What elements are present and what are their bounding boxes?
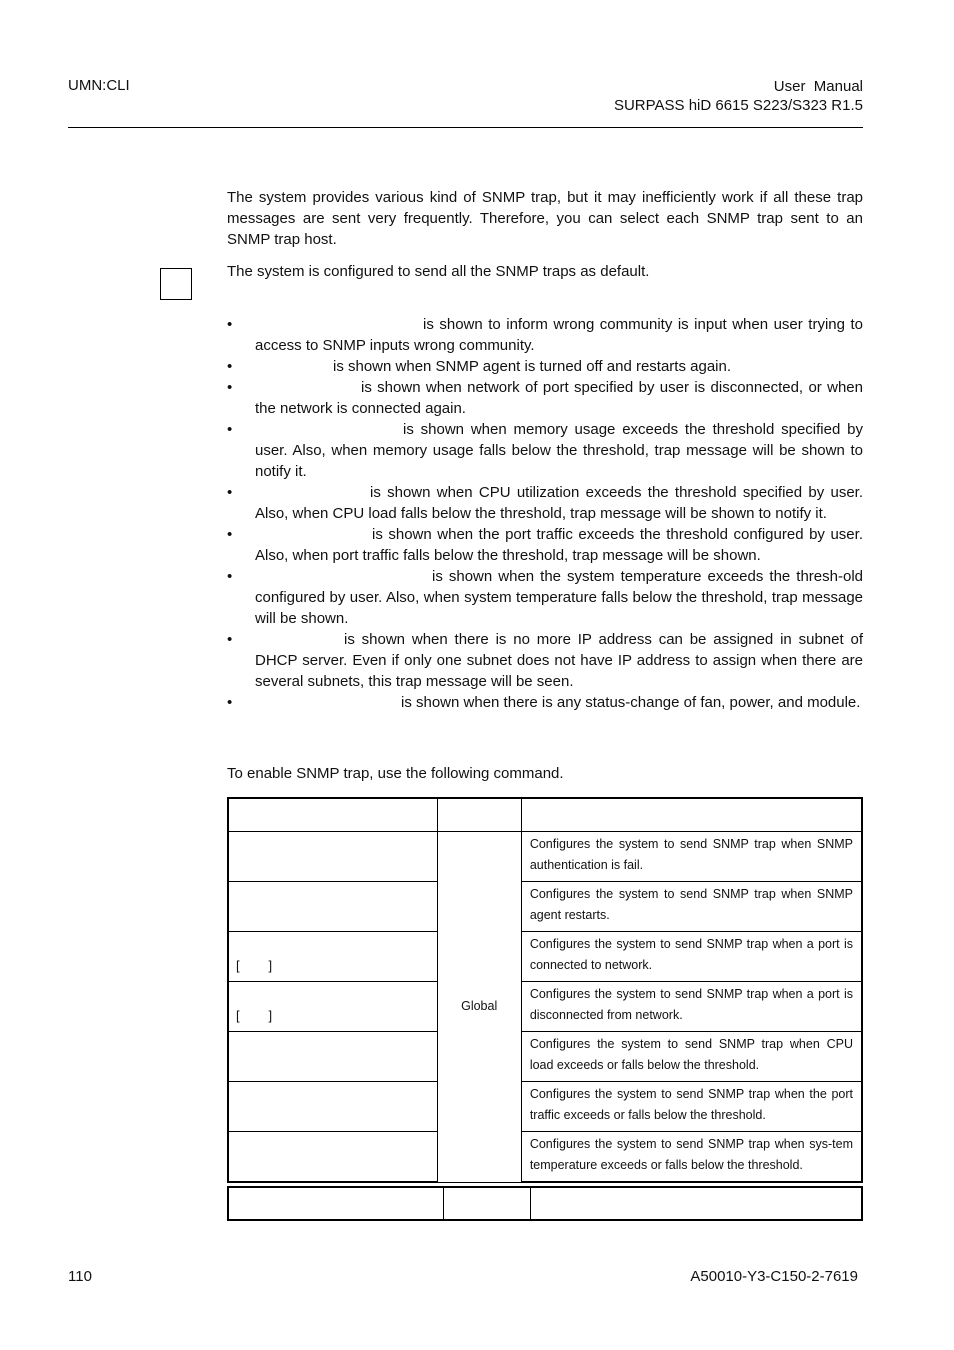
list-item (227, 314, 863, 356)
bullet-text: is shown when the port traffic exceeds the threshold configured by user. Also, when port traffic falls below the threshold, trap message will be shown. (255, 526, 863, 564)
list-item (227, 566, 863, 629)
table-row (228, 982, 862, 1032)
table-row (228, 882, 862, 932)
description-cell: Configures the system to send SNMP trap when a port is connected to network. (521, 932, 862, 982)
bullet-icon: • (227, 421, 233, 438)
bullet-text: is shown when SNMP agent is turned off and restarts again. (333, 358, 732, 375)
header-description-cell (531, 1187, 862, 1220)
description-cell: Configures the system to send SNMP trap when SNMP authentication is fail. (521, 832, 862, 882)
intro-paragraph: The system provides various kind of SNMP trap, but it may inefficiently work if all these trap messages are sent very frequently. Therefore, you can select each SNMP trap sent to an SNMP trap host. (227, 189, 863, 248)
trap-type-list (227, 314, 863, 713)
table-header-row (228, 1187, 862, 1220)
command-cell (228, 1082, 437, 1132)
bullet-text: is shown when there is any status-change of fan, power, and module. (401, 694, 861, 711)
bullet-text: is shown when network of port specified by user is disconnected, or when the network is connected again. (255, 379, 863, 417)
description-cell: Configures the system to send SNMP trap when sys-tem temperature exceeds or falls below the threshold. (521, 1132, 862, 1183)
bullet-icon: • (227, 568, 233, 585)
header-description-cell (521, 798, 862, 832)
bullet-text: is shown when there is no more IP address can be assigned in subnet of DHCP server. Even if only one subnet does not have IP address to assign when there are several subnets, this trap message will be seen. (255, 631, 863, 690)
table-row (228, 1082, 862, 1132)
command-cell (228, 1132, 437, 1183)
table-row (228, 932, 862, 982)
list-item (227, 692, 863, 713)
list-item (227, 377, 863, 419)
document-id: A50010-Y3-C150-2-7619 (690, 1268, 858, 1285)
bullet-icon: • (227, 484, 233, 501)
command-cell (228, 982, 437, 1032)
note-icon (160, 268, 192, 300)
header-divider (68, 127, 863, 128)
list-item (227, 482, 863, 524)
bullet-text: is shown to inform wrong community is input when user trying to access to SNMP inputs wrong community. (255, 316, 863, 354)
command-table (227, 797, 863, 1183)
description-cell: Configures the system to send SNMP trap when the port traffic exceeds or falls below the threshold. (521, 1082, 862, 1132)
list-item (227, 419, 863, 482)
description-cell: Configures the system to send SNMP trap when SNMP agent restarts. (521, 882, 862, 932)
bullet-icon: • (227, 379, 233, 396)
optional-parameter-bracket: [ ] (236, 958, 273, 973)
table-row (228, 1032, 862, 1082)
bullet-icon: • (227, 316, 233, 333)
bullet-icon: • (227, 694, 233, 711)
command-cell (228, 1032, 437, 1082)
table-header-row (228, 798, 862, 832)
bullet-icon: • (227, 526, 233, 543)
description-cell: Configures the system to send SNMP trap when CPU load exceeds or falls below the threshold. (521, 1032, 862, 1082)
header-command-cell (228, 1187, 444, 1220)
command-cell (228, 832, 437, 882)
bullet-icon: • (227, 631, 233, 648)
header-manual-title: User Manual (773, 78, 863, 95)
page-number: 110 (68, 1268, 92, 1285)
bullet-text: is shown when CPU utilization exceeds the threshold specified by user. Also, when CPU load falls below the threshold, trap message will be shown to notify it. (255, 484, 863, 522)
table-row (228, 1132, 862, 1183)
header-mode-cell (437, 798, 521, 832)
mode-cell: Global (437, 832, 521, 1183)
list-item (227, 524, 863, 566)
bullet-text: is shown when memory usage exceeds the threshold specified by user. Also, when memory usage falls below the threshold, trap message will be shown to notify it. (255, 421, 863, 480)
header-right-block (614, 77, 863, 115)
second-command-table (227, 1186, 863, 1221)
header-product-title: SURPASS hiD 6615 S223/S323 R1.5 (613, 97, 863, 114)
header-command-cell (228, 798, 437, 832)
list-item (227, 356, 863, 377)
description-cell: Configures the system to send SNMP trap when a port is disconnected from network. (521, 982, 862, 1032)
header-left-label: UMN:CLI (68, 77, 130, 94)
bullet-icon: • (227, 358, 233, 375)
header-mode-cell (444, 1187, 531, 1220)
list-item (227, 629, 863, 692)
note-text: The system is configured to send all the SNMP traps as default. (227, 263, 650, 280)
command-cell (228, 932, 437, 982)
table-row (228, 832, 862, 882)
bullet-text: is shown when the system temperature exceeds the thresh-old configured by user. Also, when system temperature falls below the threshold, trap message will be shown. (255, 568, 863, 627)
command-intro: To enable SNMP trap, use the following command. (227, 765, 564, 782)
optional-parameter-bracket: [ ] (236, 1008, 273, 1023)
command-cell (228, 882, 437, 932)
